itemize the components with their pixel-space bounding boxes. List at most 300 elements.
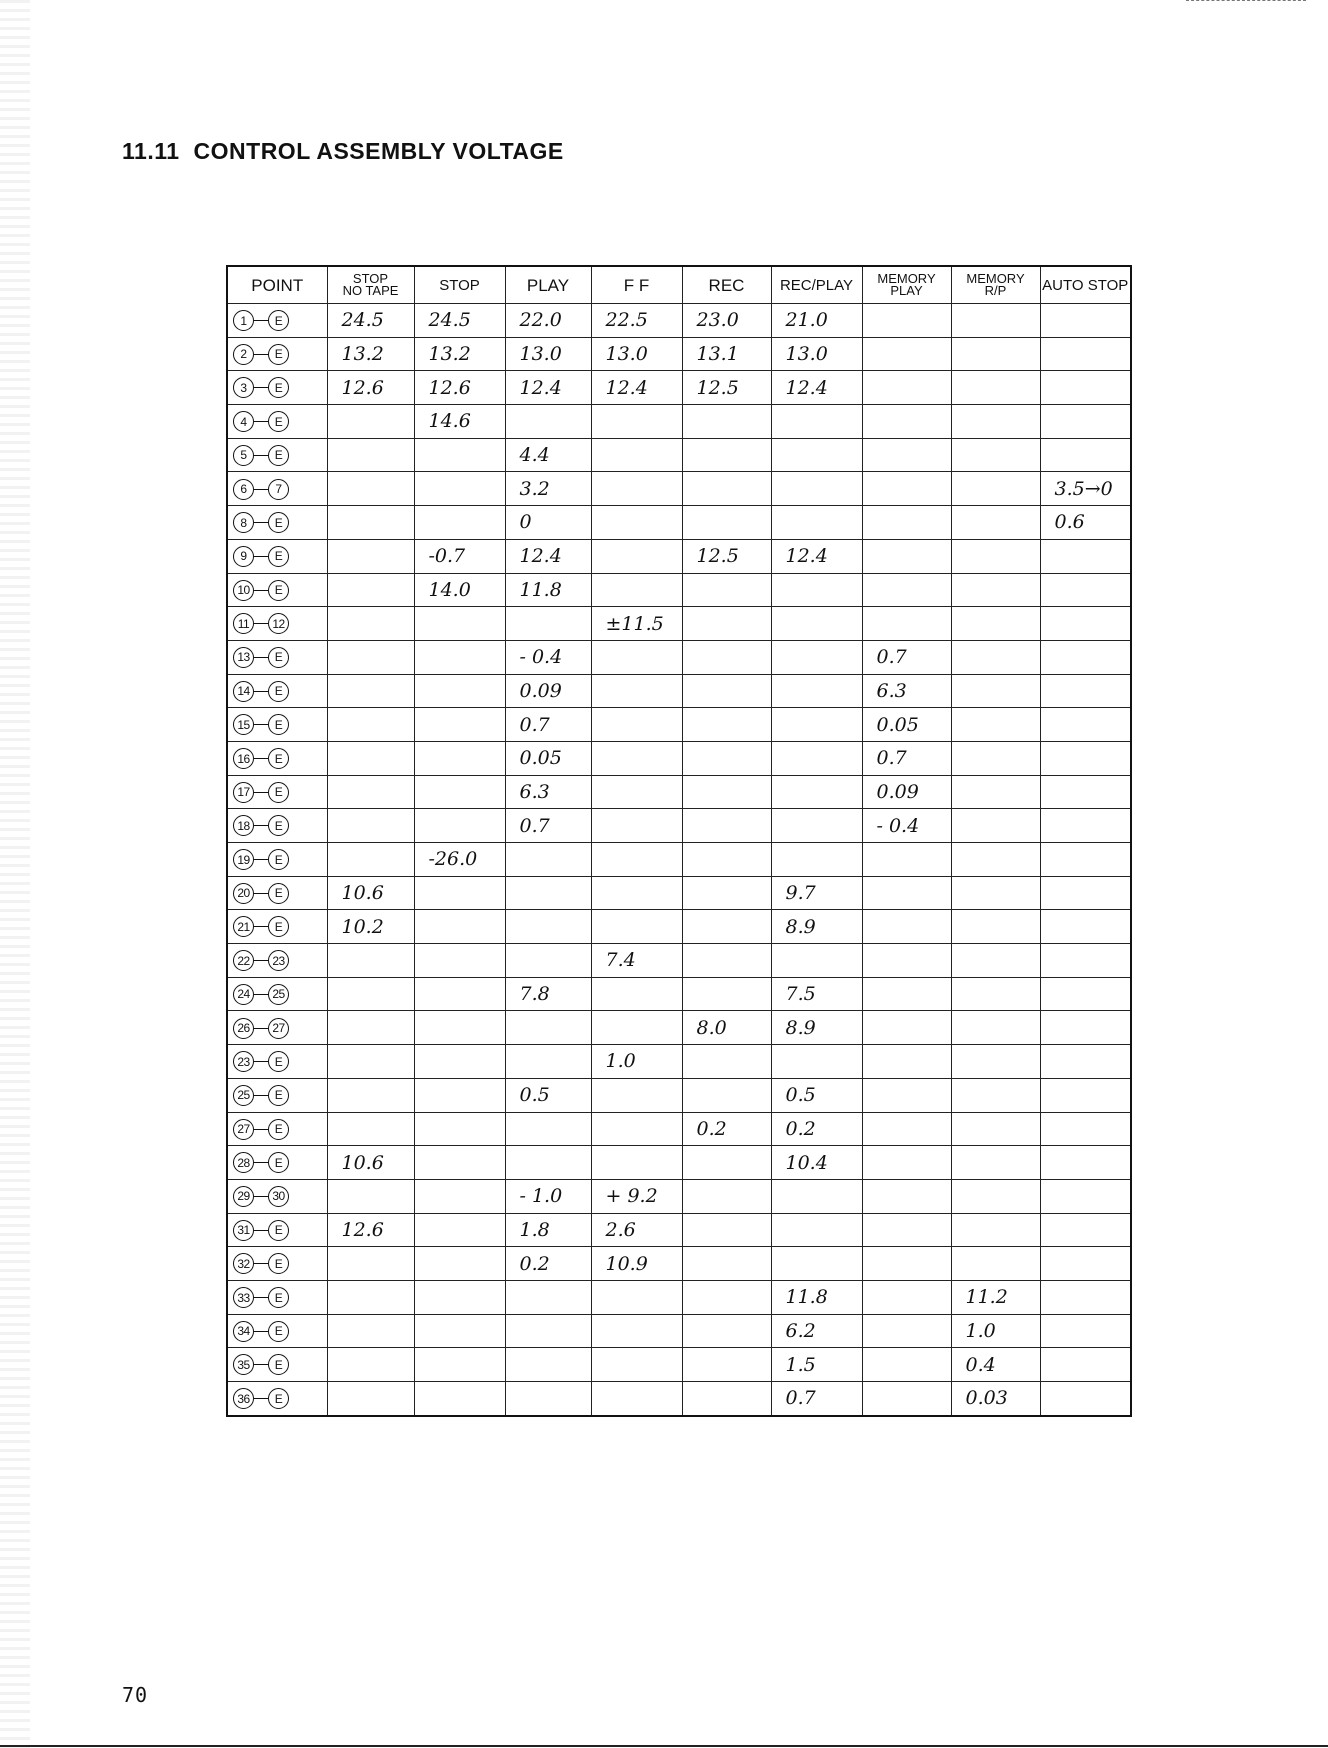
point-cell — [227, 708, 327, 742]
voltage-cell — [951, 708, 1040, 742]
point-to-label: E — [268, 815, 289, 836]
voltage-cell — [327, 1179, 414, 1213]
voltage-cell — [414, 506, 505, 540]
point-from-label: 28 — [233, 1152, 254, 1173]
voltage-cell — [862, 337, 951, 371]
voltage-cell — [327, 506, 414, 540]
connector-line — [254, 1263, 268, 1264]
voltage-cell — [951, 304, 1040, 338]
table-row — [227, 876, 1131, 910]
voltage-cell — [505, 1280, 591, 1314]
voltage-cell — [951, 843, 1040, 877]
voltage-cell — [682, 809, 771, 843]
voltage-cell — [414, 741, 505, 775]
point-from-label: 27 — [233, 1119, 254, 1140]
point-cell — [227, 944, 327, 978]
connector-line — [254, 960, 268, 961]
voltage-cell — [591, 708, 682, 742]
connector-line — [254, 657, 268, 658]
voltage-cell — [414, 1011, 505, 1045]
voltage-cell: 13.1 — [682, 337, 771, 371]
voltage-cell: 0.2 — [505, 1247, 591, 1281]
point-cell — [227, 506, 327, 540]
voltage-cell — [682, 640, 771, 674]
table-row — [227, 1382, 1131, 1416]
voltage-cell — [682, 1213, 771, 1247]
point-to-label: E — [268, 782, 289, 803]
voltage-cell — [414, 1213, 505, 1247]
voltage-cell: 21.0 — [771, 304, 862, 338]
voltage-cell — [862, 1247, 951, 1281]
voltage-cell — [591, 506, 682, 540]
connector-line — [254, 1297, 268, 1298]
voltage-cell: 7.8 — [505, 977, 591, 1011]
voltage-cell — [327, 977, 414, 1011]
voltage-cell — [327, 1011, 414, 1045]
point-to-label: E — [268, 1085, 289, 1106]
voltage-cell — [327, 674, 414, 708]
voltage-cell — [682, 1382, 771, 1416]
point-cell — [227, 741, 327, 775]
voltage-cell: 22.5 — [591, 304, 682, 338]
table-row — [227, 944, 1131, 978]
voltage-cell — [591, 1146, 682, 1180]
point-from-label: 8 — [233, 512, 254, 533]
point-cell — [227, 843, 327, 877]
point-from-label: 19 — [233, 849, 254, 870]
voltage-cell — [862, 977, 951, 1011]
connector-line — [254, 1129, 268, 1130]
point-cell — [227, 1078, 327, 1112]
voltage-cell — [1040, 775, 1131, 809]
voltage-cell — [682, 1314, 771, 1348]
point-from-label: 35 — [233, 1354, 254, 1375]
table-row — [227, 775, 1131, 809]
voltage-cell — [1040, 843, 1131, 877]
voltage-cell — [862, 405, 951, 439]
voltage-cell — [1040, 371, 1131, 405]
table-row — [227, 741, 1131, 775]
voltage-cell — [591, 472, 682, 506]
voltage-cell — [951, 1112, 1040, 1146]
voltage-cell — [327, 640, 414, 674]
voltage-cell — [414, 1078, 505, 1112]
voltage-cell — [951, 371, 1040, 405]
connector-line — [254, 1398, 268, 1399]
point-from-label: 23 — [233, 1051, 254, 1072]
voltage-cell — [682, 438, 771, 472]
voltage-cell — [1040, 1179, 1131, 1213]
header-stop-no-tape: STOP NO TAPE — [327, 266, 414, 304]
voltage-cell: 10.4 — [771, 1146, 862, 1180]
point-cell — [227, 1348, 327, 1382]
point-cell — [227, 674, 327, 708]
point-to-label: E — [268, 916, 289, 937]
voltage-cell — [951, 640, 1040, 674]
voltage-cell — [1040, 1213, 1131, 1247]
voltage-cell: 14.0 — [414, 573, 505, 607]
scan-edge-texture — [0, 0, 30, 1748]
voltage-cell: 0.7 — [771, 1382, 862, 1416]
voltage-cell — [862, 573, 951, 607]
voltage-cell — [951, 910, 1040, 944]
point-from-label: 24 — [233, 984, 254, 1005]
connector-line — [254, 1061, 268, 1062]
point-from-label: 21 — [233, 916, 254, 937]
point-from-label: 1 — [233, 310, 254, 331]
voltage-cell — [862, 371, 951, 405]
connector-line — [254, 859, 268, 860]
voltage-cell — [1040, 405, 1131, 439]
voltage-cell — [951, 539, 1040, 573]
point-to-label: 30 — [268, 1186, 289, 1207]
voltage-cell — [1040, 438, 1131, 472]
voltage-cell — [327, 843, 414, 877]
voltage-cell — [414, 1045, 505, 1079]
point-from-label: 20 — [233, 883, 254, 904]
voltage-cell — [771, 573, 862, 607]
point-from-label: 33 — [233, 1287, 254, 1308]
voltage-cell: 8.0 — [682, 1011, 771, 1045]
point-from-label: 14 — [233, 681, 254, 702]
voltage-cell — [951, 741, 1040, 775]
voltage-cell: 14.6 — [414, 405, 505, 439]
voltage-cell — [1040, 809, 1131, 843]
voltage-cell — [505, 1112, 591, 1146]
voltage-cell — [862, 843, 951, 877]
header-play: PLAY — [505, 266, 591, 304]
voltage-cell — [591, 1382, 682, 1416]
voltage-cell: 10.9 — [591, 1247, 682, 1281]
point-to-label: E — [268, 647, 289, 668]
voltage-cell — [1040, 977, 1131, 1011]
voltage-cell — [771, 607, 862, 641]
table-row — [227, 1112, 1131, 1146]
point-to-label: E — [268, 681, 289, 702]
table-row — [227, 977, 1131, 1011]
voltage-cell — [327, 573, 414, 607]
voltage-cell — [591, 573, 682, 607]
voltage-cell — [862, 1045, 951, 1079]
voltage-cell — [862, 506, 951, 540]
voltage-cell: 0.09 — [505, 674, 591, 708]
voltage-cell — [1040, 1045, 1131, 1079]
voltage-cell — [1040, 304, 1131, 338]
voltage-cell — [414, 1348, 505, 1382]
table-row — [227, 607, 1131, 641]
voltage-cell — [327, 607, 414, 641]
table-row — [227, 1247, 1131, 1281]
voltage-cell — [414, 977, 505, 1011]
voltage-cell — [591, 1280, 682, 1314]
table-row — [227, 640, 1131, 674]
voltage-cell — [591, 539, 682, 573]
voltage-cell — [591, 1078, 682, 1112]
voltage-cell — [327, 708, 414, 742]
voltage-cell: 13.0 — [591, 337, 682, 371]
table-row — [227, 539, 1131, 573]
voltage-cell: 0.2 — [771, 1112, 862, 1146]
point-from-label: 16 — [233, 748, 254, 769]
voltage-cell — [1040, 337, 1131, 371]
table-row — [227, 472, 1131, 506]
voltage-cell — [862, 1213, 951, 1247]
point-cell — [227, 1045, 327, 1079]
voltage-cell — [327, 1078, 414, 1112]
point-from-label: 34 — [233, 1321, 254, 1342]
voltage-cell: 9.7 — [771, 876, 862, 910]
voltage-cell — [505, 405, 591, 439]
voltage-cell — [327, 809, 414, 843]
voltage-cell: 24.5 — [327, 304, 414, 338]
voltage-cell — [682, 1045, 771, 1079]
point-from-label: 32 — [233, 1253, 254, 1274]
voltage-cell — [862, 1179, 951, 1213]
voltage-cell: 2.6 — [591, 1213, 682, 1247]
point-from-label: 25 — [233, 1085, 254, 1106]
point-cell — [227, 438, 327, 472]
voltage-cell: 10.2 — [327, 910, 414, 944]
voltage-cell: 24.5 — [414, 304, 505, 338]
voltage-cell — [591, 405, 682, 439]
voltage-cell — [414, 944, 505, 978]
point-cell — [227, 775, 327, 809]
voltage-cell — [591, 1011, 682, 1045]
voltage-cell — [771, 708, 862, 742]
voltage-cell — [862, 1280, 951, 1314]
point-to-label: E — [268, 445, 289, 466]
voltage-cell — [414, 809, 505, 843]
table-row — [227, 809, 1131, 843]
voltage-cell — [414, 472, 505, 506]
voltage-cell — [1040, 741, 1131, 775]
point-cell — [227, 977, 327, 1011]
voltage-cell — [505, 944, 591, 978]
point-from-label: 10 — [233, 580, 254, 601]
voltage-cell — [327, 472, 414, 506]
voltage-cell — [1040, 1314, 1131, 1348]
connector-line — [254, 994, 268, 995]
voltage-cell — [505, 843, 591, 877]
voltage-cell: 1.8 — [505, 1213, 591, 1247]
voltage-cell — [1040, 1078, 1131, 1112]
table-row — [227, 910, 1131, 944]
connector-line — [254, 1162, 268, 1163]
voltage-cell — [771, 1213, 862, 1247]
voltage-cell — [591, 775, 682, 809]
voltage-cell — [682, 1348, 771, 1382]
table-row — [227, 304, 1131, 338]
connector-line — [254, 1230, 268, 1231]
voltage-cell: 0.5 — [771, 1078, 862, 1112]
point-from-label: 18 — [233, 815, 254, 836]
point-to-label: 23 — [268, 950, 289, 971]
voltage-cell — [327, 1314, 414, 1348]
voltage-cell: 7.5 — [771, 977, 862, 1011]
voltage-cell: 6.3 — [862, 674, 951, 708]
connector-line — [254, 320, 268, 321]
voltage-cell — [862, 1314, 951, 1348]
point-cell — [227, 1179, 327, 1213]
voltage-cell — [771, 944, 862, 978]
point-to-label: 25 — [268, 984, 289, 1005]
voltage-cell — [682, 405, 771, 439]
point-to-label: E — [268, 1321, 289, 1342]
point-to-label: E — [268, 580, 289, 601]
point-from-label: 2 — [233, 344, 254, 365]
voltage-cell — [414, 1146, 505, 1180]
voltage-cell — [327, 741, 414, 775]
voltage-cell: ±11.5 — [591, 607, 682, 641]
voltage-cell — [682, 708, 771, 742]
voltage-cell — [682, 944, 771, 978]
point-from-label: 9 — [233, 546, 254, 567]
voltage-cell — [505, 1011, 591, 1045]
voltage-cell: 12.6 — [327, 1213, 414, 1247]
voltage-cell — [862, 944, 951, 978]
voltage-cell — [682, 1179, 771, 1213]
voltage-cell — [327, 1112, 414, 1146]
voltage-cell: 0.7 — [505, 708, 591, 742]
voltage-cell — [591, 977, 682, 1011]
point-from-label: 31 — [233, 1220, 254, 1241]
point-to-label: E — [268, 1253, 289, 1274]
voltage-cell — [771, 405, 862, 439]
point-from-label: 17 — [233, 782, 254, 803]
header-memory-rp: MEMORY R/P — [951, 266, 1040, 304]
voltage-cell — [591, 876, 682, 910]
voltage-cell: 0.05 — [505, 741, 591, 775]
voltage-cell — [1040, 1146, 1131, 1180]
point-cell — [227, 1247, 327, 1281]
table-row — [227, 1179, 1131, 1213]
point-to-label: E — [268, 1051, 289, 1072]
page-bottom-rule — [0, 1745, 1328, 1747]
voltage-cell: 1.5 — [771, 1348, 862, 1382]
voltage-cell — [505, 1314, 591, 1348]
voltage-cell — [862, 1112, 951, 1146]
voltage-cell — [414, 438, 505, 472]
table-row — [227, 1045, 1131, 1079]
connector-line — [254, 825, 268, 826]
connector-line — [254, 758, 268, 759]
voltage-cell — [951, 1213, 1040, 1247]
voltage-cell — [591, 1314, 682, 1348]
header-rec-play: REC/PLAY — [771, 266, 862, 304]
voltage-cell — [505, 1045, 591, 1079]
voltage-cell — [1040, 1382, 1131, 1416]
voltage-cell — [951, 1078, 1040, 1112]
voltage-cell — [951, 607, 1040, 641]
voltage-cell — [414, 1382, 505, 1416]
point-from-label: 13 — [233, 647, 254, 668]
point-to-label: E — [268, 411, 289, 432]
connector-line — [254, 421, 268, 422]
voltage-cell: 0.7 — [862, 741, 951, 775]
connector-line — [254, 893, 268, 894]
voltage-cell: 12.4 — [771, 371, 862, 405]
voltage-cell: 8.9 — [771, 910, 862, 944]
voltage-table — [226, 265, 1132, 1417]
voltage-cell — [771, 1045, 862, 1079]
connector-line — [254, 522, 268, 523]
header-stop: STOP — [414, 266, 505, 304]
voltage-cell: 6.2 — [771, 1314, 862, 1348]
voltage-cell — [951, 1011, 1040, 1045]
voltage-cell: 12.4 — [505, 539, 591, 573]
voltage-cell — [591, 809, 682, 843]
section-heading — [122, 138, 564, 165]
table-row — [227, 1011, 1131, 1045]
voltage-cell — [682, 977, 771, 1011]
voltage-cell — [771, 506, 862, 540]
voltage-cell: - 0.4 — [505, 640, 591, 674]
page-number: 70 — [122, 1683, 149, 1707]
point-to-label: E — [268, 1388, 289, 1409]
connector-line — [254, 623, 268, 624]
connector-line — [254, 387, 268, 388]
voltage-cell — [951, 1146, 1040, 1180]
point-to-label: E — [268, 883, 289, 904]
voltage-cell — [505, 910, 591, 944]
table-row — [227, 1280, 1131, 1314]
table-row — [227, 1213, 1131, 1247]
point-from-label: 26 — [233, 1018, 254, 1039]
table-row — [227, 708, 1131, 742]
voltage-cell — [414, 640, 505, 674]
connector-line — [254, 1028, 268, 1029]
voltage-cell — [505, 876, 591, 910]
voltage-cell — [327, 775, 414, 809]
voltage-cell — [862, 910, 951, 944]
voltage-cell: 12.6 — [327, 371, 414, 405]
voltage-cell: 0.6 — [1040, 506, 1131, 540]
voltage-cell — [505, 1348, 591, 1382]
point-to-label: 7 — [268, 479, 289, 500]
voltage-cell — [862, 1146, 951, 1180]
point-from-label: 11 — [233, 613, 254, 634]
voltage-cell — [951, 337, 1040, 371]
table-row — [227, 371, 1131, 405]
connector-line — [254, 724, 268, 725]
header-point: POINT — [227, 266, 327, 304]
voltage-cell — [682, 607, 771, 641]
voltage-cell — [1040, 539, 1131, 573]
voltage-cell — [771, 775, 862, 809]
header-auto-stop: AUTO STOP — [1040, 266, 1131, 304]
voltage-cell — [327, 1247, 414, 1281]
voltage-cell — [951, 876, 1040, 910]
voltage-cell — [862, 472, 951, 506]
connector-line — [254, 926, 268, 927]
voltage-cell — [862, 876, 951, 910]
table-row — [227, 843, 1131, 877]
table-row — [227, 337, 1131, 371]
table-row — [227, 506, 1131, 540]
voltage-cell — [862, 607, 951, 641]
voltage-cell — [1040, 674, 1131, 708]
point-to-label: E — [268, 512, 289, 533]
connector-line — [254, 1095, 268, 1096]
voltage-cell: 11.8 — [771, 1280, 862, 1314]
voltage-cell — [505, 1146, 591, 1180]
table-row — [227, 573, 1131, 607]
table-row — [227, 405, 1131, 439]
voltage-cell: 11.8 — [505, 573, 591, 607]
point-cell — [227, 809, 327, 843]
point-cell — [227, 1112, 327, 1146]
voltage-cell — [327, 1348, 414, 1382]
